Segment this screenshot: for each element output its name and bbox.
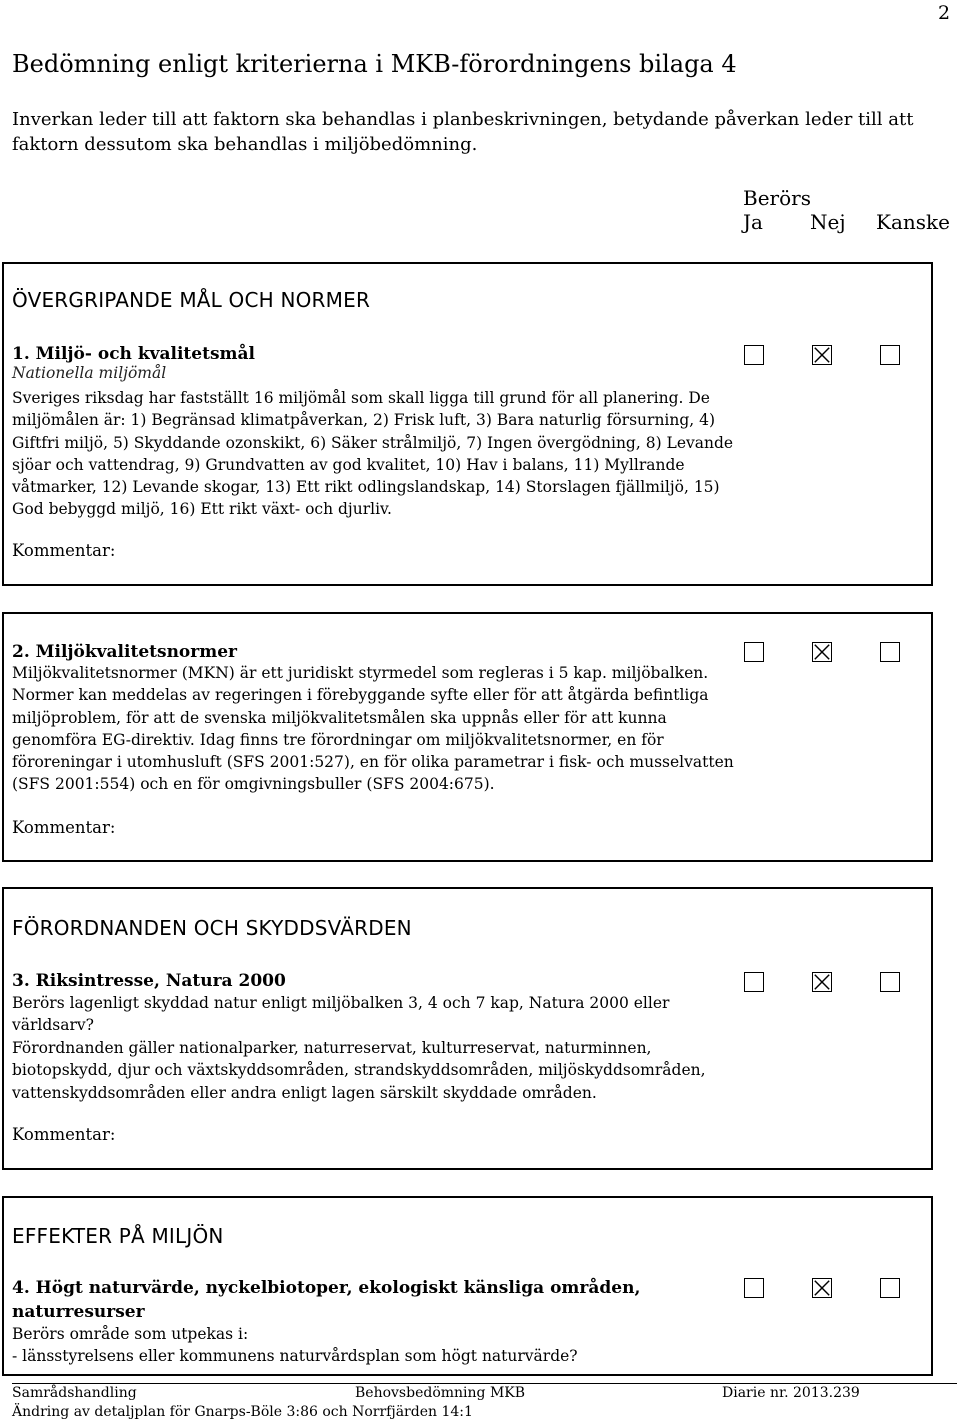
checkbox-nej[interactable]: [812, 972, 832, 992]
column-header-ja: Ja: [743, 210, 763, 234]
item-description-2: Förordnanden gäller nationalparker, naturreservat, kulturreservat, naturminnen, biotopskydd, djur och växtskyddsområden, strandskyddsområden, miljöskyddsområden, vattenskyddsområden eller andra enligt lagen särskilt skyddade områden.: [12, 1039, 706, 1102]
document-title: Bedömning enligt kriterierna i MKB-förordningens bilaga 4: [12, 50, 737, 78]
checkbox-ja[interactable]: [744, 642, 764, 662]
check-x-icon: [813, 643, 831, 661]
item-description-2: - länsstyrelsens eller kommunens naturvårdsplan som högt naturvärde?: [12, 1347, 578, 1365]
item-description: Sveriges riksdag har fastställt 16 miljömål som skall ligga till grund för all planering. De miljömålen är: 1) Begränsad klimatpåverkan, 2) Frisk luft, 3) Bara naturlig försurning, 4) Giftfri miljö, 5) Skyddande ozonskikt, 6) Säker strålmiljö, 7) Ingen övergödning, 8) Levande sjöar och vattendrag, 9) Grundvatten av god kvalitet, 10) Hav i balans, 11) Myllrande våtmarker, 12) Levande skogar, 13) Ett rikt odlingslandskap, 14) Storslagen fjällmiljö, 15) God bebyggd miljö, 16) Ett rikt växt- och djurliv.: [12, 389, 734, 519]
item-subtitle: Nationella miljömål: [12, 364, 167, 382]
item-title: 3. Riksintresse, Natura 2000: [12, 971, 286, 991]
checkbox-kanske[interactable]: [880, 345, 900, 365]
checkbox-ja[interactable]: [744, 1278, 764, 1298]
item-title: 4. Högt naturvärde, nyckelbiotoper, ekologiskt känsliga områden, naturresurser: [12, 1278, 641, 1322]
column-header-nej: Nej: [810, 210, 846, 234]
item-description: Berörs område som utpekas i:: [12, 1325, 249, 1343]
intro-text: Inverkan leder till att faktorn ska behandlas i planbeskrivningen, betydande påverkan leder till att faktorn dessutom ska behandlas i miljöbedömning.: [12, 109, 914, 155]
comment-label: Kommentar:: [12, 1125, 116, 1144]
column-header-berors: Berörs: [743, 186, 811, 210]
footer-doc-type: Behovsbedömning MKB: [355, 1385, 526, 1401]
check-x-icon: [813, 1279, 831, 1297]
page-number: 2: [938, 2, 951, 24]
item-title: 2. Miljökvalitetsnormer: [12, 642, 237, 662]
item-title: 1. Miljö- och kvalitetsmål: [12, 344, 255, 364]
check-x-icon: [813, 973, 831, 991]
checkbox-ja[interactable]: [744, 972, 764, 992]
footer-plan-name: Ändring av detaljplan för Gnarps-Böle 3:86 och Norrfjärden 14:1: [12, 1404, 473, 1420]
check-x-icon: [813, 346, 831, 364]
comment-label: Kommentar:: [12, 818, 116, 837]
footer-status: Samrådshandling: [12, 1385, 137, 1401]
checkbox-nej[interactable]: [812, 1278, 832, 1298]
footer-diarie: Diarie nr. 2013.239: [722, 1385, 860, 1401]
checkbox-kanske[interactable]: [880, 642, 900, 662]
footer-divider: [12, 1383, 957, 1384]
checkbox-kanske[interactable]: [880, 1278, 900, 1298]
item-description: Berörs lagenligt skyddad natur enligt miljöbalken 3, 4 och 7 kap, Natura 2000 eller världsarv?: [12, 994, 670, 1035]
section-heading: ÖVERGRIPANDE MÅL OCH NORMER: [12, 288, 371, 312]
checkbox-kanske[interactable]: [880, 972, 900, 992]
item-description: Miljökvalitetsnormer (MKN) är ett juridiskt styrmedel som regleras i 5 kap. miljöbalken. Normer kan meddelas av regeringen i förebyggande syfte eller för att åtgärda befintliga miljöproblem, för att de svenska miljökvalitetsmålen ska uppnås eller för att kunna genomföra EG-direktiv. Idag finns tre förordningar om miljökvalitetsnormer, en för föroreningar i utomhusluft (SFS 2001:527), en för olika parametrar i fisk- och musselvatten (SFS 2001:554) och en för omgivningsbuller (SFS 2004:675).: [12, 664, 734, 794]
checkbox-nej[interactable]: [812, 345, 832, 365]
column-header-kanske: Kanske: [876, 210, 950, 234]
checkbox-ja[interactable]: [744, 345, 764, 365]
checkbox-nej[interactable]: [812, 642, 832, 662]
section-heading: FÖRORDNANDEN OCH SKYDDSVÄRDEN: [12, 916, 412, 940]
comment-label: Kommentar:: [12, 541, 116, 560]
section-heading: EFFEKTER PÅ MILJÖN: [12, 1224, 224, 1248]
